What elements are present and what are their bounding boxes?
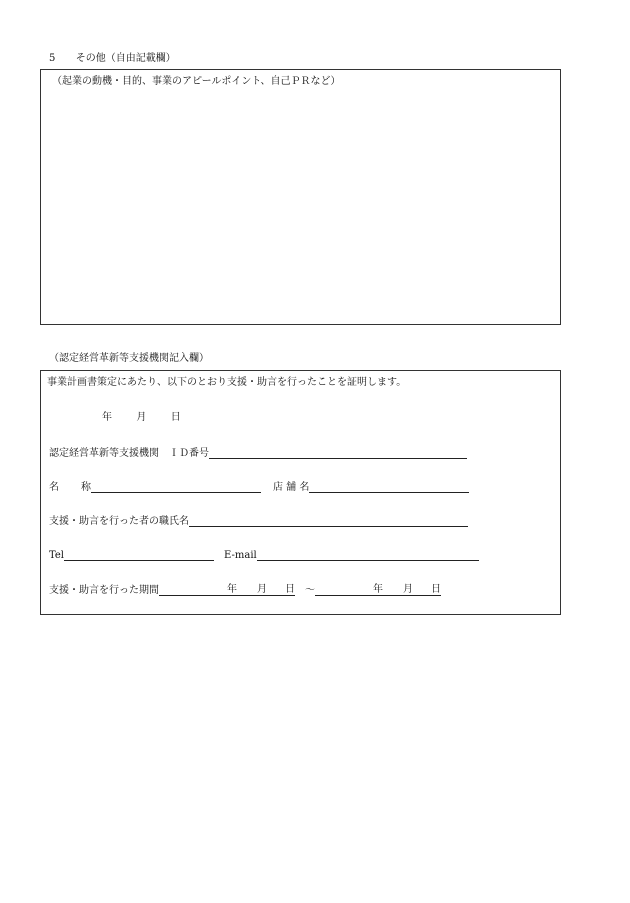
period-separator: ～ bbox=[305, 585, 315, 596]
period-to-year-label: 年 bbox=[373, 584, 383, 595]
branch-field[interactable] bbox=[309, 481, 469, 493]
certification-statement: 事業計画書策定にあたり、以下のとおり支援・助言を行ったことを証明します。 bbox=[47, 377, 407, 388]
section-5-heading bbox=[49, 54, 176, 64]
branch-label: 店 舗 名 bbox=[273, 482, 310, 493]
email-label: E-mail bbox=[224, 550, 257, 561]
advisor-label: 支援・助言を行った者の職氏名 bbox=[49, 516, 189, 527]
tel-label: Tel bbox=[49, 550, 65, 561]
name-label-first: 名 bbox=[49, 482, 59, 493]
period-to-year-field[interactable] bbox=[315, 584, 373, 596]
date-day-label: 日 bbox=[170, 412, 181, 423]
period-from-year-field[interactable] bbox=[159, 584, 219, 596]
period-label: 支援・助言を行った期間 bbox=[49, 585, 159, 596]
period-from-day-label: 日 bbox=[285, 584, 295, 595]
period-from-year-label: 年 bbox=[227, 584, 237, 595]
id-number-label: 認定経営革新等支援機関 ＩＤ番号 bbox=[49, 448, 209, 459]
name-label-second: 称 bbox=[81, 482, 91, 493]
contact-row bbox=[49, 549, 479, 561]
certification-date[interactable] bbox=[102, 413, 181, 423]
period-to-month-label: 月 bbox=[403, 584, 413, 595]
advisor-field[interactable] bbox=[189, 515, 468, 527]
period-from-day-field[interactable] bbox=[267, 584, 285, 596]
tel-field[interactable] bbox=[64, 549, 214, 561]
id-number-row bbox=[49, 447, 467, 459]
period-to-day-field[interactable] bbox=[413, 584, 431, 596]
section-number: 5 bbox=[49, 53, 56, 64]
name-row bbox=[49, 481, 469, 493]
period-from-month-field[interactable] bbox=[237, 584, 257, 596]
period-row bbox=[49, 584, 441, 596]
id-number-field[interactable] bbox=[209, 447, 467, 459]
date-month-label: 月 bbox=[136, 412, 147, 423]
date-year-label: 年 bbox=[102, 412, 112, 423]
period-to-day-label: 日 bbox=[431, 584, 441, 595]
section-title: その他（自由記載欄） bbox=[75, 53, 176, 64]
advisor-row bbox=[49, 515, 468, 527]
free-description-hint: （起業の動機・目的、事業のアピールポイント、自己ＰＲなど） bbox=[52, 76, 341, 87]
period-to-month-field[interactable] bbox=[383, 584, 403, 596]
free-description-box[interactable] bbox=[40, 69, 561, 325]
agency-section-heading: （認定経営革新等支援機関記入欄） bbox=[49, 353, 209, 364]
period-from-month-label: 月 bbox=[257, 584, 267, 595]
name-field[interactable] bbox=[91, 481, 261, 493]
email-field[interactable] bbox=[257, 549, 479, 561]
